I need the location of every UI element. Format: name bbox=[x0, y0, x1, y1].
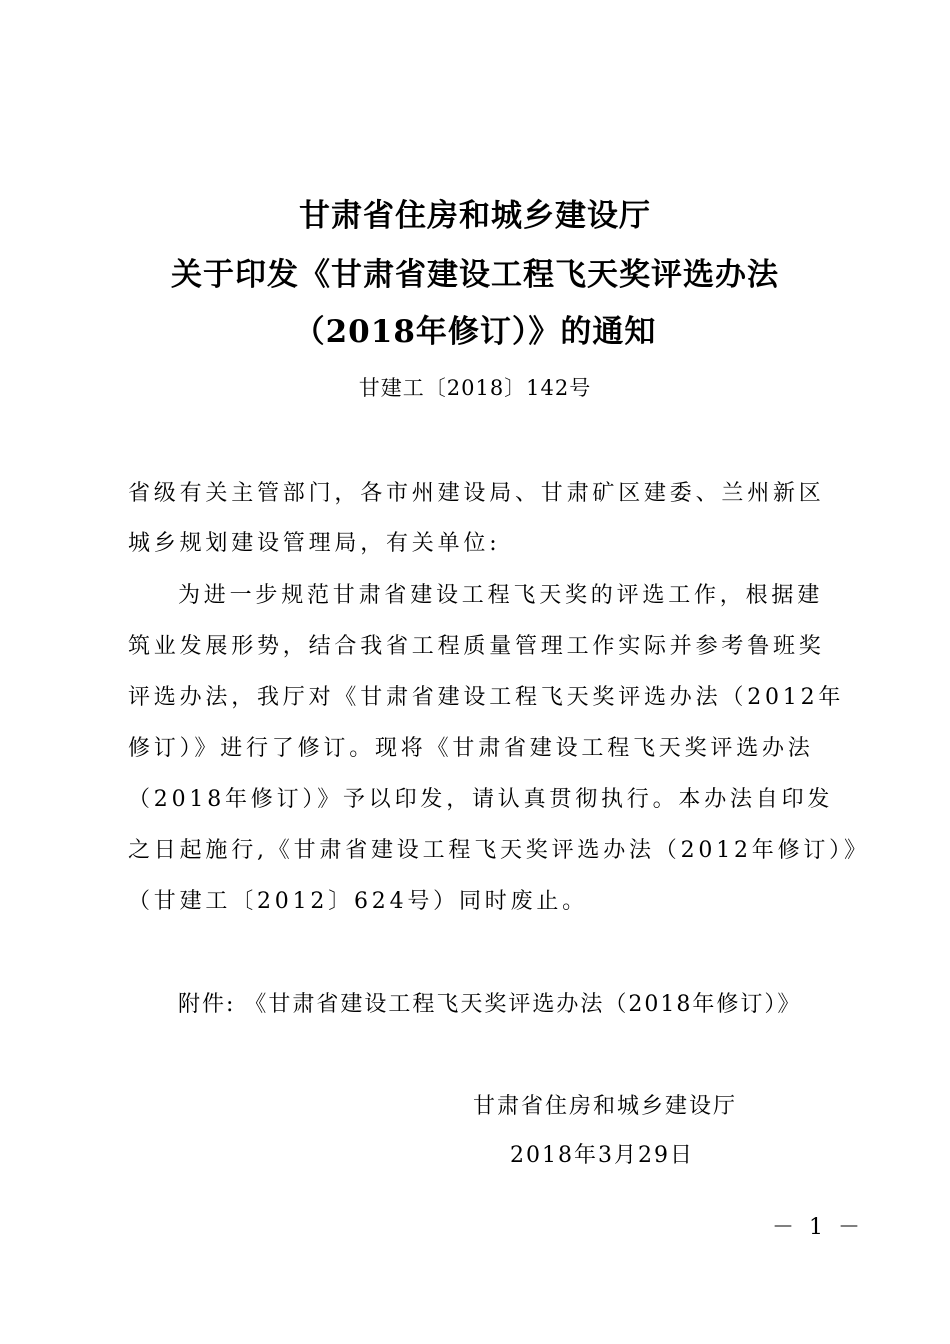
title-line-1: 甘肃省住房和城乡建设厅 bbox=[299, 198, 651, 234]
body-line-3: 评选办法，我厅对《甘肃省建设工程飞天奖评选办法（2012年 bbox=[128, 685, 845, 710]
body-line-5: （2018年修订）》予以印发，请认真贯彻执行。本办法自印发 bbox=[128, 787, 834, 812]
title-line-2: 关于印发《甘肃省建设工程飞天奖评选办法 bbox=[171, 257, 779, 293]
signature-date: 2018年3月29日 bbox=[510, 1143, 694, 1168]
title-line-3: （2018年修订）》的通知 bbox=[293, 314, 657, 350]
body-line-7: （甘建工〔2012〕624号）同时废止。 bbox=[128, 889, 588, 914]
signature-organization: 甘肃省住房和城乡建设厅 bbox=[473, 1094, 738, 1119]
document-number: 甘建工〔2018〕142号 bbox=[358, 376, 592, 400]
body-line-4: 修订）》进行了修订。现将《甘肃省建设工程飞天奖评选办法 bbox=[128, 736, 814, 761]
body-line-6: 之日起施行,《甘肃省建设工程飞天奖评选办法（2012年修订）》 bbox=[128, 838, 870, 863]
addressee-line-1: 省级有关主管部门，各市州建设局、甘肃矿区建委、兰州新区 bbox=[128, 481, 825, 506]
body-line-1: 为进一步规范甘肃省建设工程飞天奖的评选工作，根据建 bbox=[178, 583, 824, 608]
body-line-2: 筑业发展形势，结合我省工程质量管理工作实际并参考鲁班奖 bbox=[128, 634, 825, 659]
addressee-line-2: 城乡规划建设管理局，有关单位: bbox=[128, 531, 501, 556]
page-number: － 1 － bbox=[772, 1215, 864, 1240]
attachment-line: 附件: 《甘肃省建设工程飞天奖评选办法（2018年修订）》 bbox=[178, 992, 802, 1017]
